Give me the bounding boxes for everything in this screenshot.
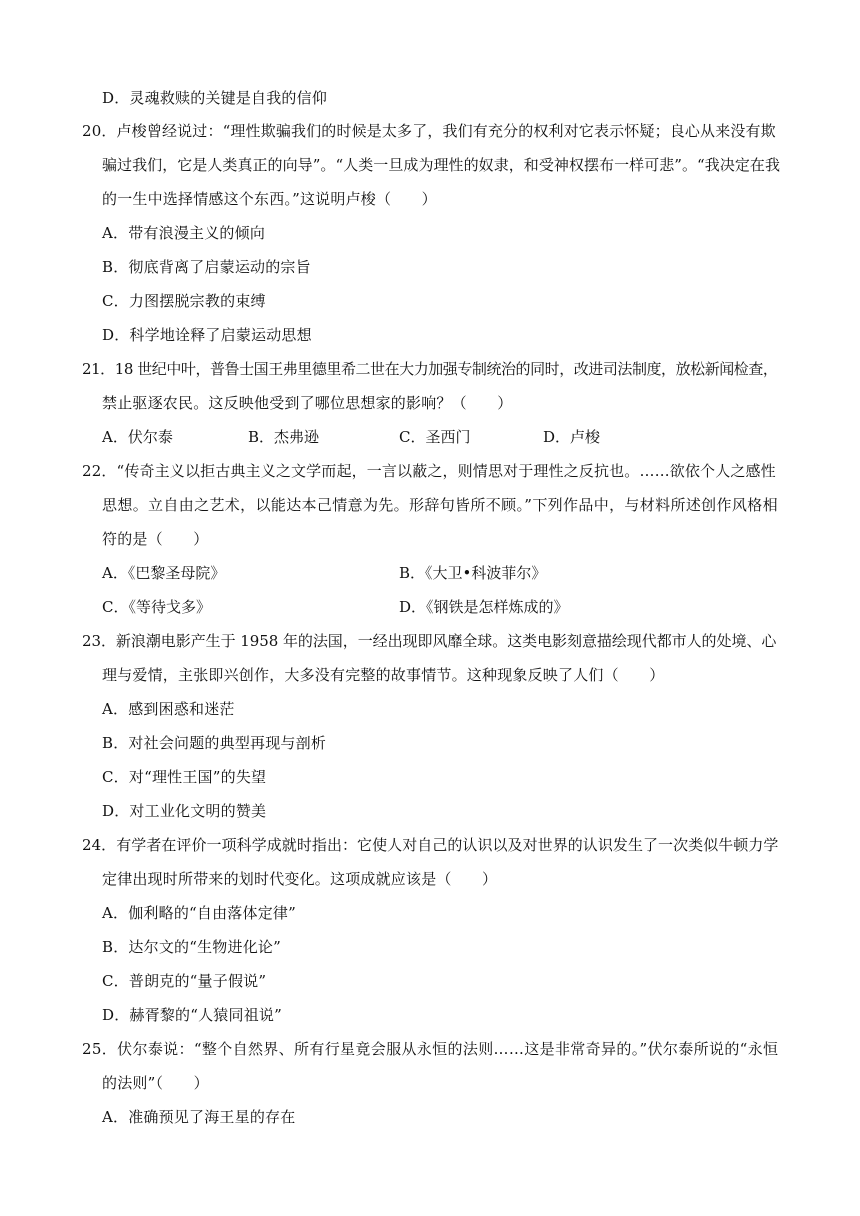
q21-option-d: D．卢梭 bbox=[543, 428, 601, 446]
q21-option-a: A．伏尔泰 bbox=[102, 428, 173, 446]
q20-option-a: A．带有浪漫主义的倾向 bbox=[102, 224, 266, 242]
q23-option-d: D．对工业化文明的赞美 bbox=[102, 802, 267, 820]
q25-option-a: A．准确预见了海王星的存在 bbox=[102, 1108, 296, 1126]
q25-stem-line-2: 的法则”（ ） bbox=[102, 1074, 209, 1092]
q22-option-d: D．《钢铁是怎样炼成的》 bbox=[399, 598, 569, 616]
q22-stem-line-2: 思想。立自由之艺术，以能达本己情意为先。形辞句皆所不顾。”下列作品中，与材料所述创作风格相 bbox=[102, 496, 778, 514]
q22-stem-line-3: 符的是（ ） bbox=[102, 530, 209, 548]
q24-option-b: B．达尔文的“生物进化论” bbox=[102, 938, 281, 956]
q23-option-a: A．感到困惑和迷茫 bbox=[102, 700, 235, 718]
q23-option-b: B．对社会问题的典型再现与剖析 bbox=[102, 734, 327, 752]
q20-option-b: B．彻底背离了启蒙运动的宗旨 bbox=[102, 258, 311, 276]
q20-option-d: D．科学地诠释了启蒙运动思想 bbox=[102, 326, 312, 344]
q24-option-d: D．赫胥黎的“人猿同祖说” bbox=[102, 1006, 282, 1024]
q22-option-a: A．《巴黎圣母院》 bbox=[102, 564, 226, 582]
q20-option-c: C．力图摆脱宗教的束缚 bbox=[102, 292, 266, 310]
q22-option-c: C．《等待戈多》 bbox=[102, 598, 211, 616]
q22-stem-line-1: 22．“传奇主义以拒古典主义之文学而起，一言以蔽之，则情思对于理性之反抗也。……欲依个人之感性 bbox=[82, 462, 776, 480]
q25-stem-line-1: 25．伏尔泰说：“整个自然界、所有行星竟会服从永恒的法则……这是非常奇异的。”伏尔泰所说的“永恒 bbox=[82, 1040, 779, 1058]
q20-stem-line-3: 的一生中选择情感这个东西。”这说明卢梭（ ） bbox=[102, 190, 437, 208]
q22-option-b: B．《大卫•科波菲尔》 bbox=[399, 564, 547, 582]
q21-option-b: B．杰弗逊 bbox=[248, 428, 320, 446]
q19-option-d: D．灵魂救赎的关键是自我的信仰 bbox=[102, 89, 328, 107]
q24-stem-line-1: 24．有学者在评价一项科学成就时指出：它使人对自己的认识以及对世界的认识发生了一次类似牛顿力学 bbox=[82, 836, 779, 854]
q21-stem-line-2: 禁止驱逐农民。这反映他受到了哪位思想家的影响？（ ） bbox=[102, 394, 513, 412]
q23-stem-line-2: 理与爱情，主张即兴创作，大多没有完整的故事情节。这种现象反映了人们（ ） bbox=[102, 666, 665, 684]
q21-stem-line-1: 21．18 世纪中叶，普鲁士国王弗里德里希二世在大力加强专制统治的同时，改进司法制度，放松新闻检查， bbox=[82, 360, 778, 378]
q24-stem-line-2: 定律出现时所带来的划时代变化。这项成就应该是（ ） bbox=[102, 870, 498, 888]
q23-option-c: C．对“理性王国”的失望 bbox=[102, 768, 267, 786]
q23-stem-line-1: 23．新浪潮电影产生于 1958 年的法国，一经出现即风靡全球。这类电影刻意描绘现代都市人的处境、心 bbox=[82, 632, 777, 650]
q20-stem-line-2: 骗过我们，它是人类真正的向导”。“人类一旦成为理性的奴隶，和受神权摆布一样可悲”。“我决定在我 bbox=[102, 156, 781, 174]
q20-stem-line-1: 20．卢梭曾经说过：“理性欺骗我们的时候是太多了，我们有充分的权利对它表示怀疑；良心从来没有欺 bbox=[82, 122, 776, 140]
q24-option-a: A．伽利略的“自由落体定律” bbox=[102, 904, 296, 922]
q21-option-c: C．圣西门 bbox=[399, 428, 471, 446]
q24-option-c: C．普朗克的“量子假说” bbox=[102, 972, 267, 990]
